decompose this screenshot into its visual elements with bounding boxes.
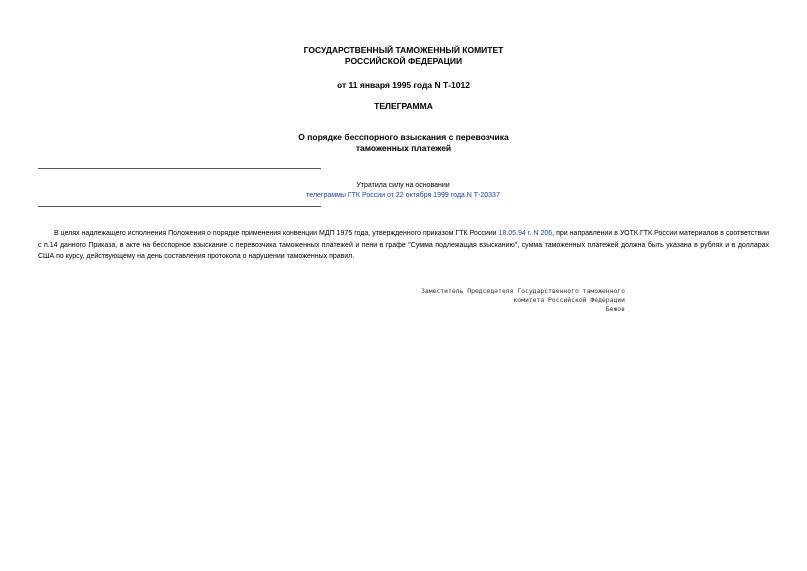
issuer-line-2: РОССИЙСКОЙ ФЕДЕРАЦИИ: [344, 56, 463, 66]
signature-name: Бежов: [605, 305, 625, 313]
signature-title-line-1: Заместитель Председателя Государственного таможенного: [421, 287, 625, 295]
divider-bottom: [38, 206, 321, 207]
subject-line-2: таможенных платежей: [355, 143, 452, 153]
issuer-line-1: ГОСУДАРСТВЕННЫЙ ТАМОЖЕННЫЙ КОМИТЕТ: [303, 45, 504, 55]
subject-line-1: О порядке бесспорного взыскания с перевозчика: [298, 132, 509, 142]
issuer-heading: [0, 45, 807, 67]
body-text-part-2: , при направлении в УОТК ГТК России материалов в соответствии с п.14 данного Приказа, в акте на бесспорное взыскание с перевозчика таможенных платежей и пени в графе "Сумма подлежащая взысканию", сумма таможенных платежей должна быть указана в рублях и в долларах США по курсу, действующему на день составления протокола о нарушении таможенных правил.: [38, 230, 769, 260]
divider-top: [38, 168, 321, 169]
order-reference-link[interactable]: 18.05.94 г. N 206: [498, 230, 553, 237]
body-paragraph: [38, 228, 769, 263]
status-note-text: Утратила силу на основании: [356, 182, 450, 189]
document-type: ТЕЛЕГРАММА: [374, 101, 433, 111]
document-subject: [0, 132, 807, 154]
status-note-link[interactable]: телеграммы ГТК России от 22 октября 1999 года N Т-20337: [306, 192, 500, 199]
signature-title-line-2: комитета Российской Федерации: [513, 296, 625, 304]
body-text-part-1: В целях надлежащего исполнения Положения о порядке применения конвенции МДП 1975 года, утвержденного приказом ГТК Россиии: [54, 230, 499, 237]
document-date: от 11 января 1995 года N Т-1012: [337, 80, 470, 90]
